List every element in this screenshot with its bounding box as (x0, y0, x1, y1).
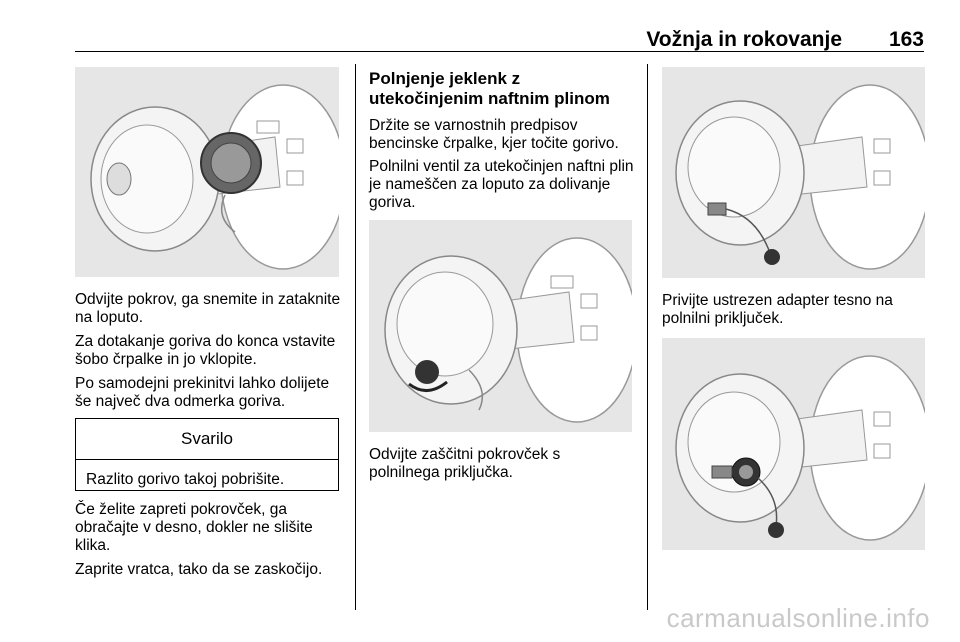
lpg-valve-illustration (369, 220, 632, 432)
instruction-paragraph: Če želite zapreti pokrovček, ga obračajte v desno, dokler ne slišite klika. (75, 501, 313, 554)
warning-title: Svarilo (76, 419, 338, 460)
instruction-paragraph: Odvijte zaščitni pokrovček s polnilnega priključka. (369, 446, 561, 481)
lpg-cap-removed-illustration (662, 67, 925, 278)
instruction-paragraph: Po samodejni prekinitvi lahko dolijete še največ dva odmerka goriva. (75, 375, 330, 410)
instruction-paragraph: Zaprite vratca, tako da se zaskočijo. (75, 561, 323, 578)
instruction-paragraph: Držite se varnostnih predpisov bencinske črpalke, kjer točite gorivo. (369, 117, 619, 152)
watermark-text: carmanualsonline.info (666, 603, 930, 633)
warning-text: Razlito gorivo takoj pobrišite. (86, 471, 285, 488)
section-heading: Polnjenje jeklenk z utekočinjenim naftnim plinom (369, 69, 610, 108)
instruction-paragraph: Za dotakanje goriva do konca vstavite šobo črpalke in jo vklopite. (75, 333, 336, 368)
page-number: 163 (888, 28, 924, 51)
running-header-title: Vožnja in rokovanje (646, 28, 842, 51)
column-divider (355, 64, 356, 610)
adapter-screwed-drawing (662, 338, 925, 550)
fuel-cap-illustration (75, 67, 339, 277)
lpg-filler-valve-drawing (369, 220, 632, 432)
warning-box (75, 418, 339, 491)
adapter-illustration (662, 338, 925, 550)
instruction-paragraph: Odvijte pokrov, ga snemite in zataknite na loputo. (75, 291, 341, 326)
instruction-paragraph: Privijte ustrezen adapter tesno na polnilni priključek. (662, 292, 893, 327)
instruction-paragraph: Polnilni ventil za utekočinjen naftni plin je nameščen za loputo za dolivanje goriva. (369, 158, 634, 211)
fuel-filler-cap-drawing (75, 67, 339, 277)
column-divider (647, 64, 648, 610)
header-rule (75, 51, 924, 52)
lpg-cap-hanging-drawing (662, 67, 925, 278)
